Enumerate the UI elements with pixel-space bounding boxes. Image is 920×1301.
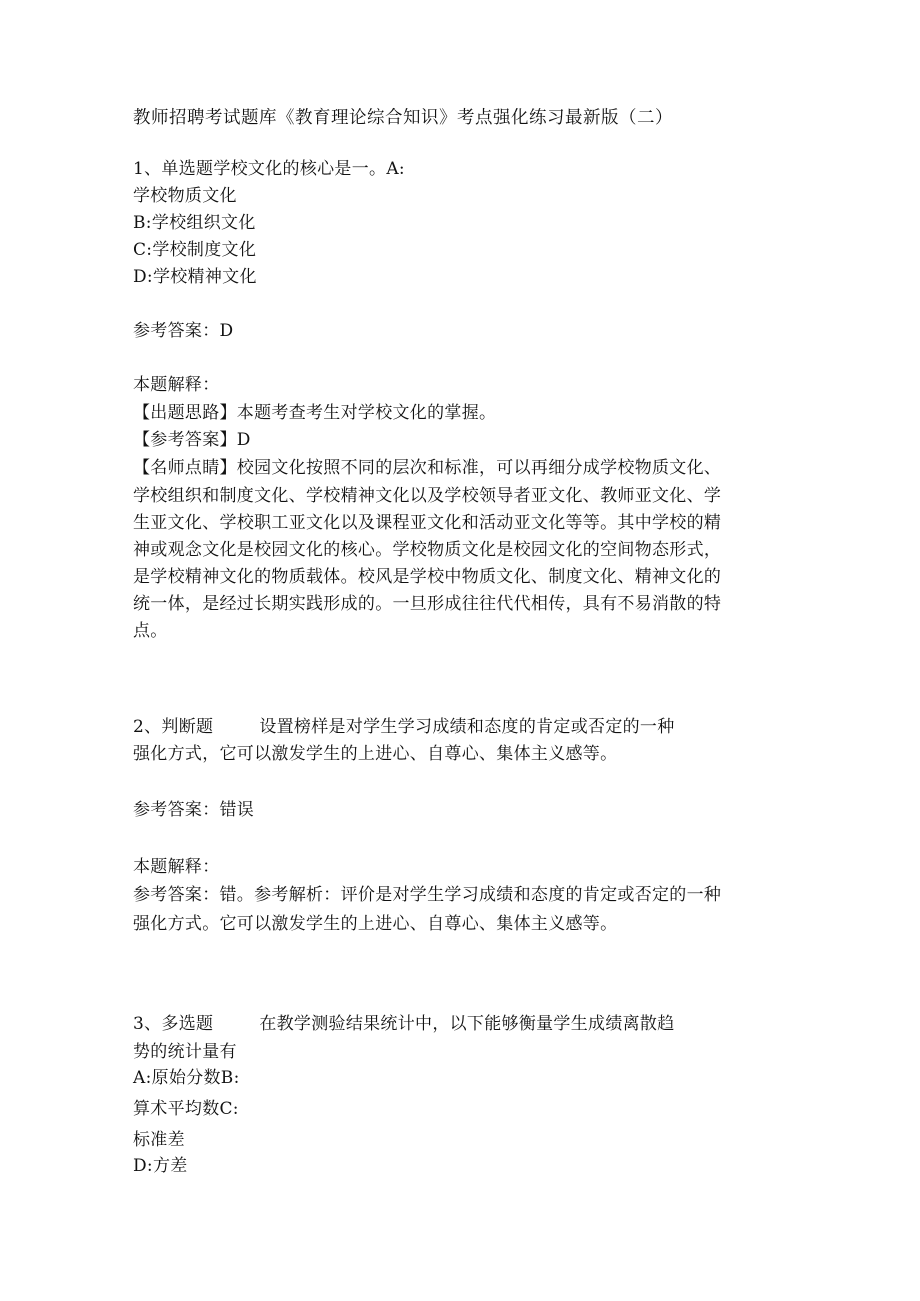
q3-stem-cont: 势的统计量有 [133,1042,237,1062]
page-title: 教师招聘考试题库《教育理论综合知识》考点强化练习最新版（二） [133,108,673,128]
q1-idea: 【出题思路】本题考查考生对学校文化的掌握。 [133,403,497,423]
q2-explain-line: 强化方式。它可以激发学生的上进心、自尊心、集体主义感等。 [133,914,618,934]
q3-option-d: D:方差 [133,1156,188,1176]
q1-tips-line: 【名师点睛】校园文化按照不同的层次和标准，可以再细分成学校物质文化、 [133,458,722,478]
q1-answer: 参考答案：D [133,321,234,341]
q1-tips-line: 生亚文化、学校职工亚文化以及课程亚文化和活动亚文化等等。其中学校的精 [133,513,722,533]
q1-option-a: 学校物质文化 [133,186,237,206]
q3-type: 3、多选题 [133,1014,214,1034]
q1-option-b: B:学校组织文化 [133,213,256,233]
q1-stem: 1、单选题学校文化的核心是一。A: [133,159,405,179]
q3-option-a: A:原始分数B: [133,1068,240,1088]
q2-stem-cont: 强化方式，它可以激发学生的上进心、自尊心、集体主义感等。 [133,744,618,764]
q2-type: 2、判断题 [133,717,214,737]
q3-stem-line [133,1013,675,1035]
q2-stem-line [133,716,675,738]
q2-answer: 参考答案：错误 [133,800,255,820]
q1-ref-answer: 【参考答案】D [133,430,251,450]
q3-option-c: 标准差 [133,1130,185,1150]
q1-tips-line: 是学校精神文化的物质载体。校风是学校中物质文化、制度文化、精神文化的 [133,567,722,587]
q3-stem: 在教学测验结果统计中，以下能够衡量学生成绩离散趋 [259,1014,675,1034]
q1-tips-line: 统一体，是经过长期实践形成的。一旦形成往往代代相传，具有不易消散的特 [133,594,722,614]
q1-option-c: C:学校制度文化 [133,240,257,260]
q2-stem: 设置榜样是对学生学习成绩和态度的肯定或否定的一种 [259,717,675,737]
q2-explain-label: 本题解释： [133,857,220,877]
q3-option-b: 算术平均数C: [133,1099,239,1119]
q1-explain-label: 本题解释： [133,375,220,395]
q1-tips-line: 点。 [133,621,168,641]
q1-tips-line: 神或观念文化是校园文化的核心。学校物质文化是校园文化的空间物态形式， [133,540,722,560]
q1-tips-line: 学校组织和制度文化、学校精神文化以及学校领导者亚文化、教师亚文化、学 [133,486,722,506]
q2-explain-line: 参考答案：错。参考解析：评价是对学生学习成绩和态度的肯定或否定的一种 [133,885,722,905]
q1-option-d: D:学校精神文化 [133,267,257,287]
